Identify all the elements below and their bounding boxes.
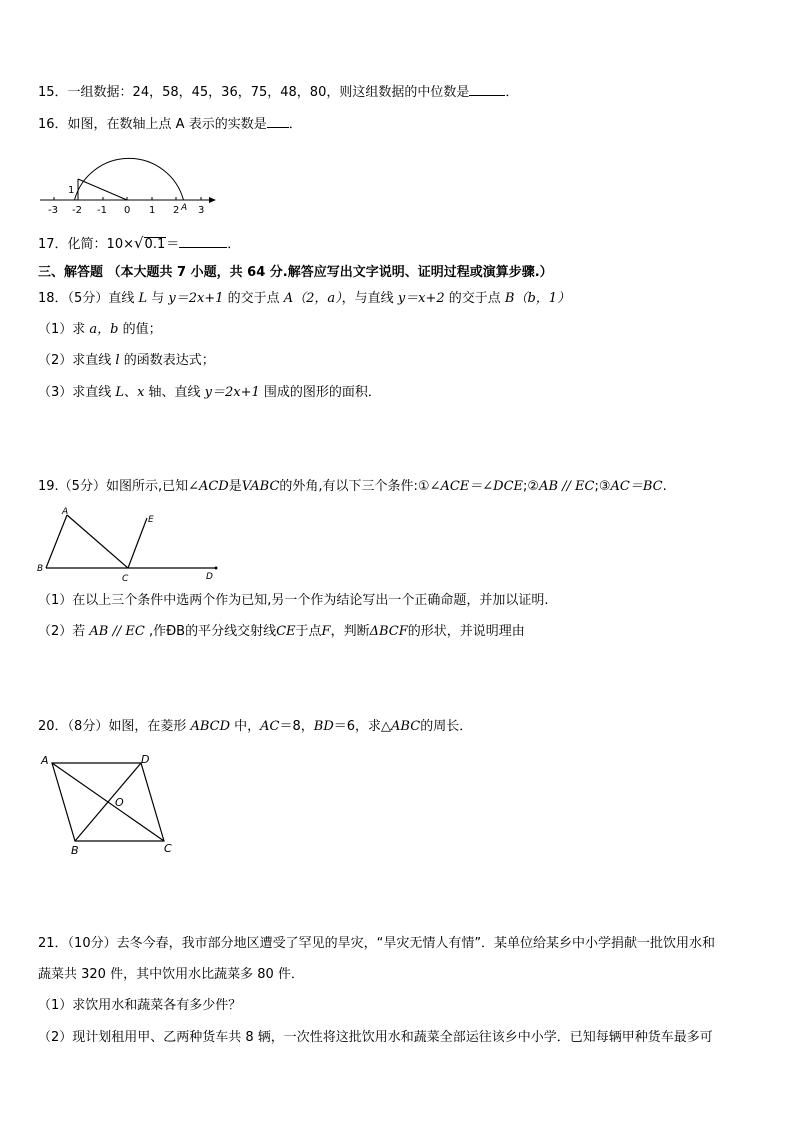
q18-part-1: （1）求 a，b 的值； (38, 322, 162, 337)
segment-ab (46, 515, 67, 568)
question-20: 20．（8分）如图，在菱形 ABCD 中，AC＝8，BD＝6，求△ABC的周长． (38, 719, 473, 734)
q21-part-1: （1）求饮用水和蔬菜各有多少件？ (38, 998, 242, 1013)
question-18: 18．（5分）直线 L 与 y＝2x+1 的交于点 A（2，a），与直线 y＝x+2 的交于点 B（b，1） (38, 291, 571, 306)
rhombus-figure (38, 750, 183, 860)
ray-ce (128, 518, 147, 568)
semicircle-arc (75, 158, 184, 200)
hypotenuse-segment (78, 179, 127, 200)
point-a-label: A (181, 203, 188, 213)
tick-label: -3 (48, 205, 58, 216)
label-a: A (62, 507, 69, 517)
radicand: 0.1 (144, 237, 166, 252)
segment-ac (67, 515, 128, 568)
label-b: B (37, 564, 44, 574)
question-21-line-2: 蔬菜共 320 件，其中饮用水比蔬菜多 80 件． (38, 967, 304, 982)
tick-label: 1 (149, 205, 156, 216)
height-label: 1 (68, 185, 75, 196)
q18-part-3: （3）求直线 L、x 轴、直线 y＝2x+1 围成的图形的面积． (38, 385, 381, 400)
axis-arrow (209, 197, 216, 203)
label-o: O (115, 796, 124, 809)
label-e: E (148, 515, 154, 525)
tick-label: -2 (72, 205, 82, 216)
tick-label: -1 (97, 205, 107, 216)
q19-part-1: （1）在以上三个条件中选两个作为已知,另一个作为结论写出一个正确命题，并加以证明. (38, 593, 549, 608)
number-line-figure (36, 138, 226, 216)
label-d: D (141, 753, 150, 766)
q19-part-2: （2）若 AB // EC ,作ÐB的平分线交射线CE于点F，判断ΔBCF的形状，并说明理由 (38, 624, 525, 639)
diagonal-bd (75, 763, 141, 841)
q21-part-2: （2）现计划租用甲、乙两种货车共 8 辆，一次性将这批饮用水和蔬菜全部运往该乡中小学．已知每辆甲种货车最多可 (38, 1030, 713, 1045)
q15-text: 15．一组数据：24，58，45，36，75，48，80，则这组数据的中位数是 (38, 85, 470, 100)
question-21-line-1: 21．（10分）去冬今春，我市部分地区遭受了罕见的旱灾，“旱灾无情人有情”．某单位给某乡中小学捐献一批饮用水和 (38, 936, 716, 951)
triangle-figure (36, 504, 222, 584)
q18-part-2: （2）求直线 l 的函数表达式； (38, 353, 215, 368)
question-17: 17．化简：10×√0.1＝ ． (38, 234, 241, 252)
question-16: 16．如图，在数轴上点 A 表示的实数是 ． (38, 117, 302, 132)
tick-label: 0 (124, 205, 131, 216)
label-a: A (41, 754, 49, 767)
answer-blank (267, 115, 289, 128)
tick-label: 3 (198, 205, 205, 216)
section-3-heading: 三、解答题 （本大题共 7 小题，共 64 分.解答应写出文字说明、证明过程或演算步骤.） (38, 265, 553, 280)
q16-text: 16．如图，在数轴上点 A 表示的实数是 (38, 117, 267, 132)
answer-blank (179, 235, 227, 248)
label-c: C (164, 842, 172, 855)
question-19: 19.（5分）如图所示,已知∠ACD是VABC的外角,有以下三个条件:①∠ACE＝∠DCE;②AB // EC;③AC＝BC. (38, 479, 667, 494)
question-15: 15．一组数据：24，58，45，36，75，48，80，则这组数据的中位数是 ． (38, 85, 519, 100)
answer-blank (469, 83, 505, 96)
label-c: C (122, 574, 129, 584)
tick-label: 2 (173, 205, 180, 216)
label-b: B (71, 844, 79, 857)
label-d: D (206, 572, 213, 582)
